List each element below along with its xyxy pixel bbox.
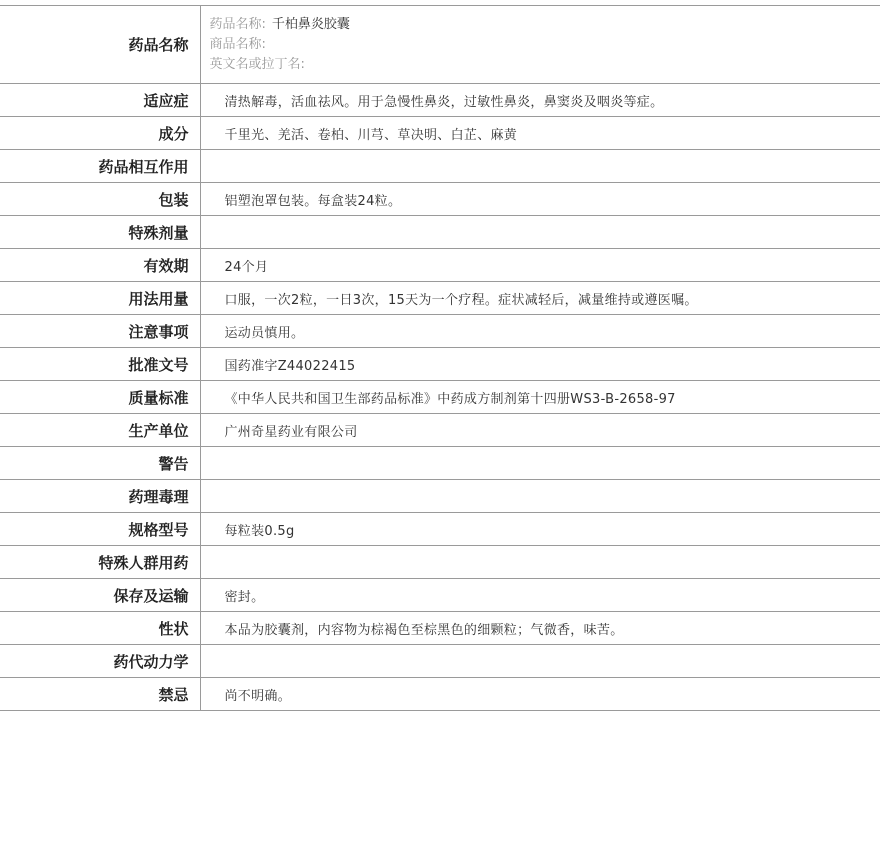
dosage-value: 口服，一次2粒，一日3次，15天为一个疗程。症状减轻后，减量维持或遵医嘱。 (200, 282, 880, 315)
specification-row (0, 513, 880, 546)
precautions-label: 注意事项 (0, 315, 200, 348)
drug-info-table (0, 5, 880, 711)
manufacturer-label: 生产单位 (0, 414, 200, 447)
description-label: 性状 (0, 612, 200, 645)
interactions-row (0, 150, 880, 183)
pharmacokinetics-value (200, 645, 880, 678)
pharmacokinetics-label: 药代动力学 (0, 645, 200, 678)
dosage-row (0, 282, 880, 315)
pharmacology-value (200, 480, 880, 513)
storage-label: 保存及运输 (0, 579, 200, 612)
interactions-value (200, 150, 880, 183)
indications-label: 适应症 (0, 84, 200, 117)
ingredients-value: 千里光、羌活、卷柏、川芎、草决明、白芷、麻黄 (200, 117, 880, 150)
pharmacology-label: 药理毒理 (0, 480, 200, 513)
special-population-row (0, 546, 880, 579)
generic-name-line (210, 15, 880, 35)
dosage-label: 用法用量 (0, 282, 200, 315)
special-dosage-value (200, 216, 880, 249)
storage-value: 密封。 (200, 579, 880, 612)
indications-value: 清热解毒，活血祛风。用于急慢性鼻炎，过敏性鼻炎，鼻窦炎及咽炎等症。 (200, 84, 880, 117)
approval-number-value: 国药准字Z44022415 (200, 348, 880, 381)
special-population-label: 特殊人群用药 (0, 546, 200, 579)
description-row (0, 612, 880, 645)
precautions-row (0, 315, 880, 348)
packaging-row (0, 183, 880, 216)
indications-row (0, 84, 880, 117)
shelf-life-value: 24个月 (200, 249, 880, 282)
generic-name-label: 药品名称: (209, 16, 266, 32)
quality-standard-label: 质量标准 (0, 381, 200, 414)
quality-standard-row (0, 381, 880, 414)
generic-name-value: 千柏鼻炎胶囊 (271, 16, 350, 32)
drug-name-row-label: 药品名称 (0, 6, 200, 84)
approval-number-row (0, 348, 880, 381)
contraindications-value: 尚不明确。 (200, 678, 880, 711)
storage-row (0, 579, 880, 612)
interactions-label: 药品相互作用 (0, 150, 200, 183)
drug-name-block (201, 15, 880, 75)
shelf-life-row (0, 249, 880, 282)
pharmacology-row (0, 480, 880, 513)
contraindications-row (0, 678, 880, 711)
trade-name-label: 商品名称: (209, 36, 266, 52)
manufacturer-row (0, 414, 880, 447)
quality-standard-value: 《中华人民共和国卫生部药品标准》中药成方制剂第十四册WS3-B-2658-97 (200, 381, 880, 414)
trade-name-line (210, 35, 880, 55)
english-name-line (210, 55, 880, 75)
packaging-label: 包装 (0, 183, 200, 216)
specification-value: 每粒装0.5g (200, 513, 880, 546)
drug-name-row (0, 6, 880, 84)
special-population-value (200, 546, 880, 579)
special-dosage-row (0, 216, 880, 249)
pharmacokinetics-row (0, 645, 880, 678)
precautions-value: 运动员慎用。 (200, 315, 880, 348)
warning-value (200, 447, 880, 480)
warning-row (0, 447, 880, 480)
english-name-label: 英文名或拉丁名: (209, 56, 305, 72)
approval-number-label: 批准文号 (0, 348, 200, 381)
contraindications-label: 禁忌 (0, 678, 200, 711)
ingredients-row (0, 117, 880, 150)
description-value: 本品为胶囊剂，内容物为棕褐色至棕黑色的细颗粒；气微香，味苦。 (200, 612, 880, 645)
warning-label: 警告 (0, 447, 200, 480)
specification-label: 规格型号 (0, 513, 200, 546)
ingredients-label: 成分 (0, 117, 200, 150)
special-dosage-label: 特殊剂量 (0, 216, 200, 249)
shelf-life-label: 有效期 (0, 249, 200, 282)
manufacturer-value: 广州奇星药业有限公司 (200, 414, 880, 447)
packaging-value: 铝塑泡罩包装。每盒装24粒。 (200, 183, 880, 216)
drug-name-cell (200, 6, 880, 84)
